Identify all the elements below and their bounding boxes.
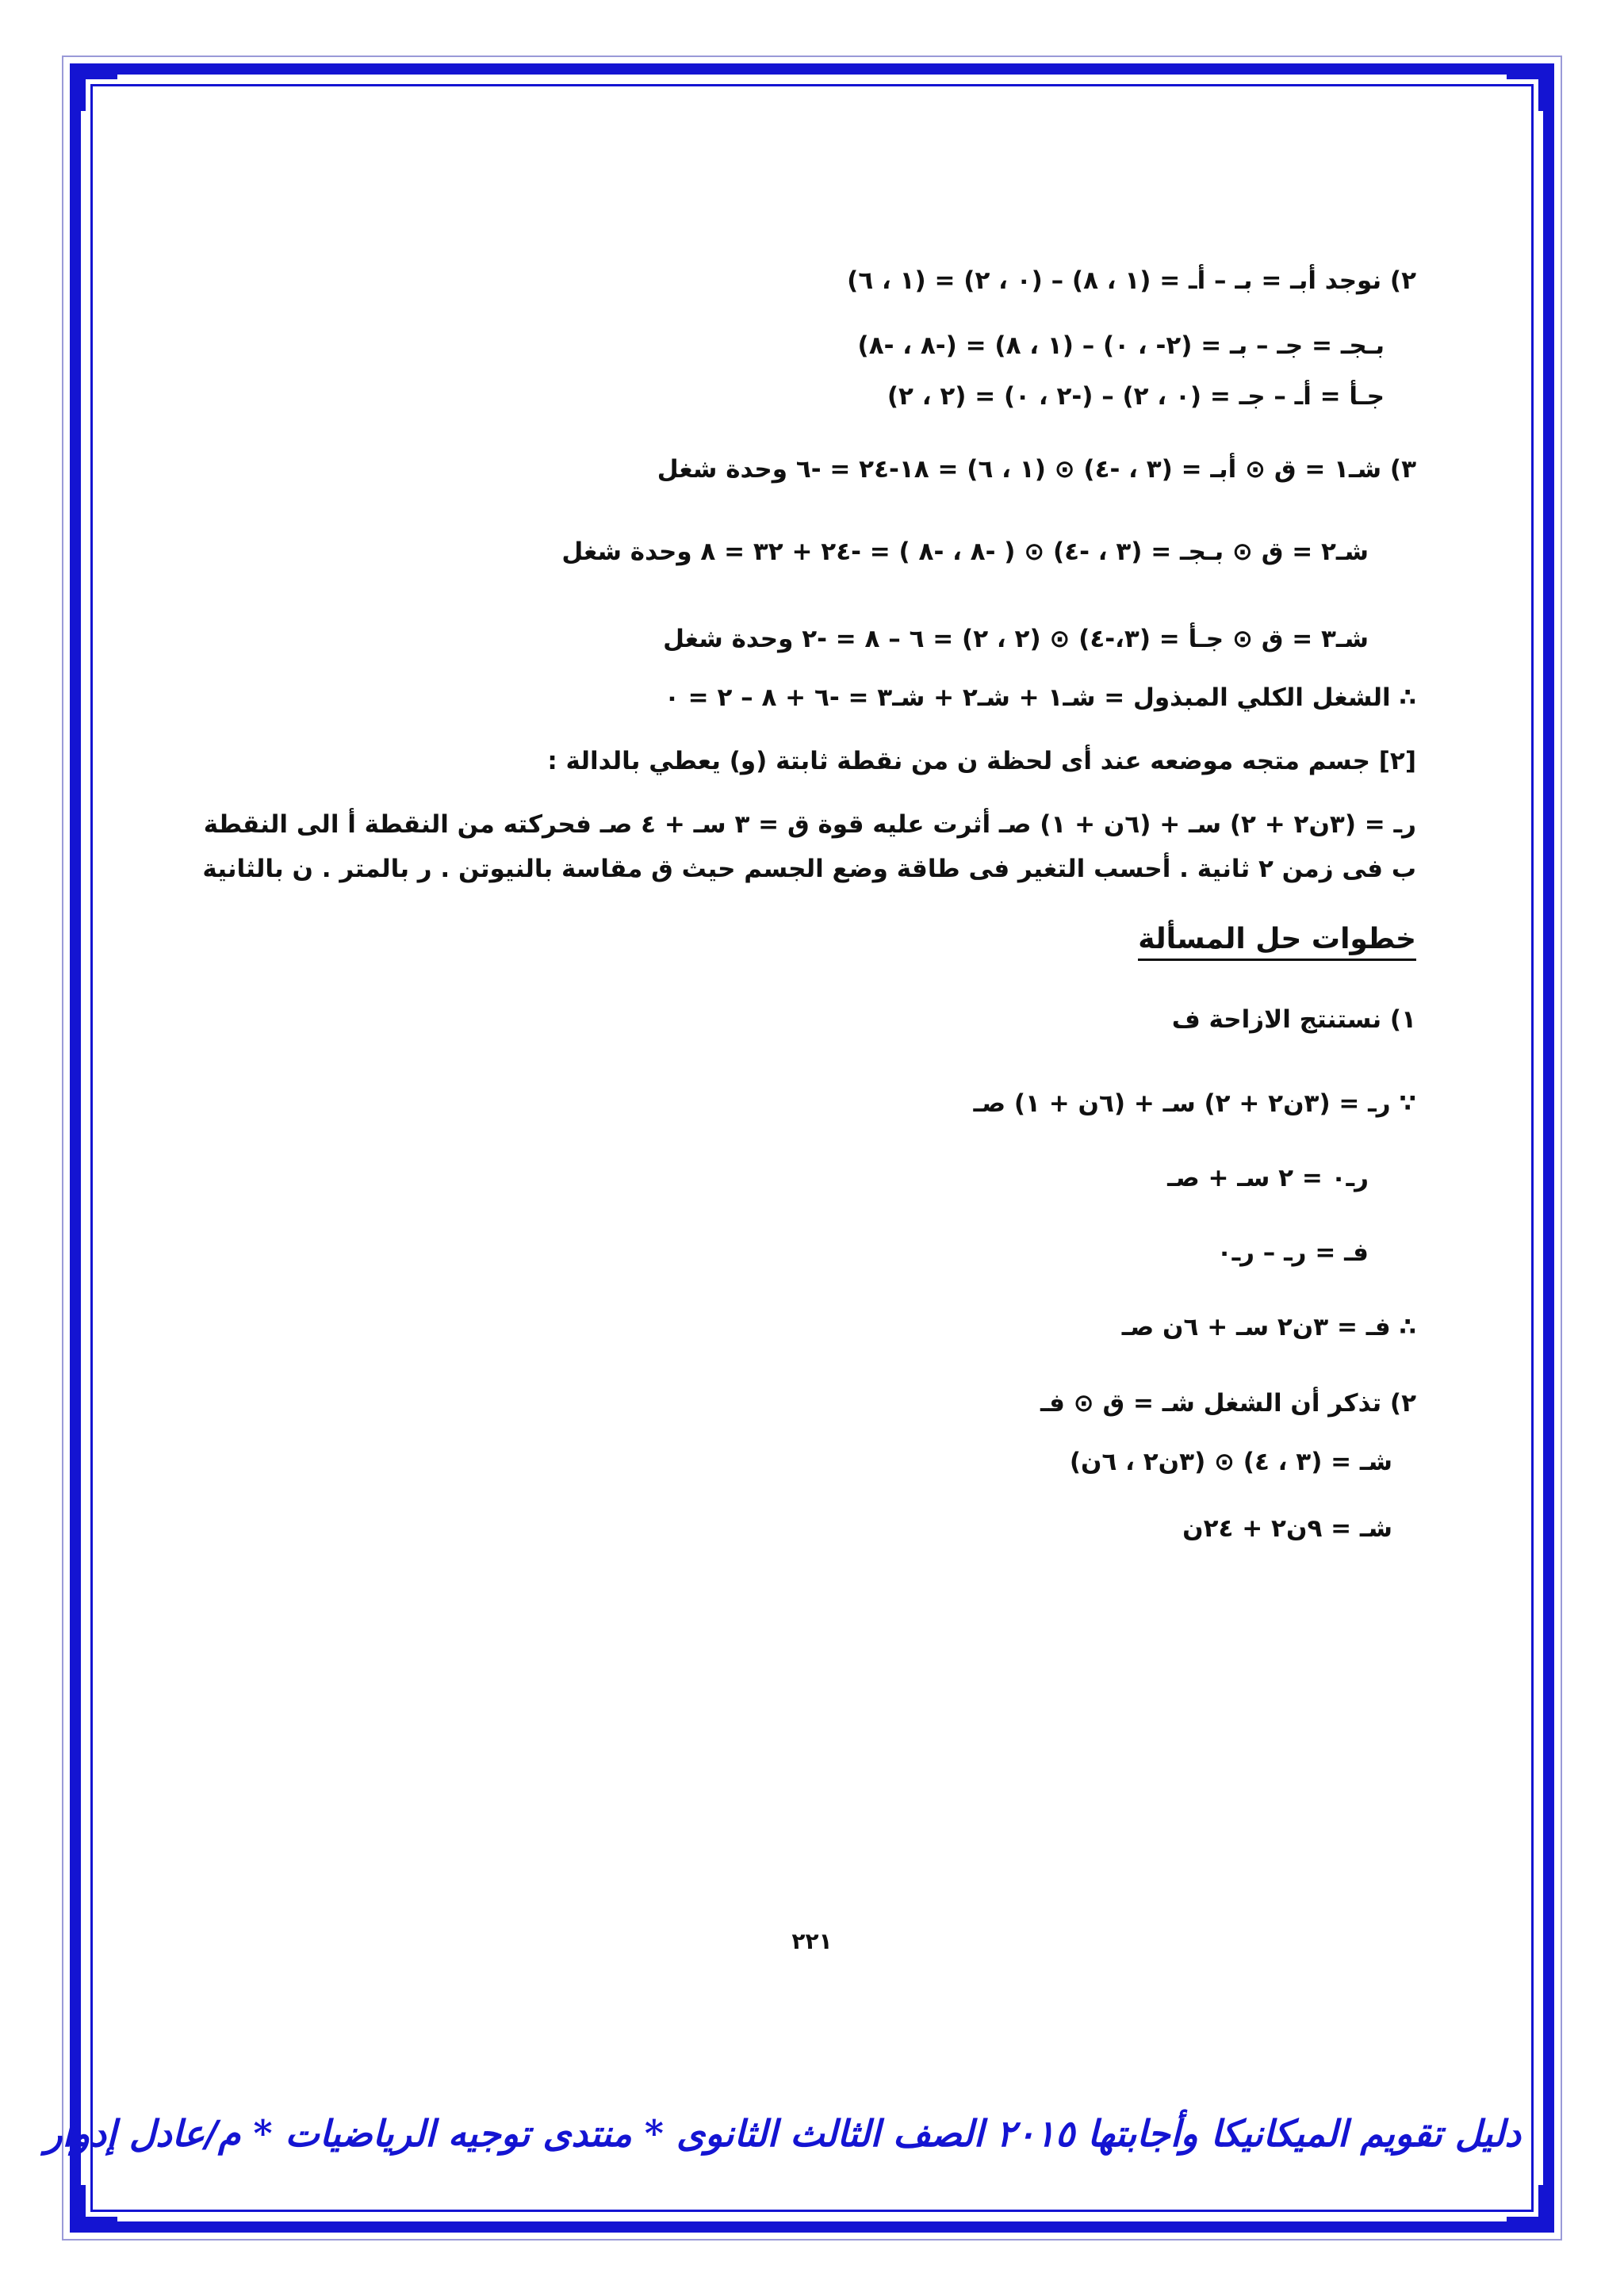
border-corner-bottom-right <box>1507 2185 1545 2223</box>
solution-step-2: ٢) تذكر أن الشغل شـ = ق ⊙ فـ <box>1040 1389 1416 1418</box>
solution-heading: خطوات حل المسألة <box>1138 923 1416 961</box>
total-work: ∴ الشغل الكلي المبذول = شـ١ + شـ٢ + شـ٣ = -٦ + ٨ – ٢ = ٠ <box>664 683 1416 712</box>
step-2-vector-ca: جـأ = أـ – جـ = (٠ ، ٢) – (-٢ ، ٠) = (٢ ، ٢) <box>887 382 1385 411</box>
solution-step-1: ١) نستنتج الازاحة ف <box>1171 1005 1416 1034</box>
problem-title: [٢] جسم متجه موضعه عند أى لحظة ن من نقطة ثابتة (و) يعطي بالدالة : <box>547 747 1416 775</box>
solution-displacement: ∴ فـ = ٣ن٢ سـ + ٦ن صـ <box>1121 1313 1416 1341</box>
border-corner-bottom-left <box>79 2185 117 2223</box>
solution-initial-position: رـ٠ = ٢ سـ + صـ <box>1167 1164 1369 1192</box>
problem-body: رـ = (٣ن٢ + ٢) سـ + (٦ن + ١) صـ أثرت عليه قوة ق = ٣ سـ + ٤ صـ فحركته من النقطة أ الى النقطة ب فى زمن ٢ ثانية . أحسب التغير فى طاقة وضع الجسم حيث ق مقاسة بالنيوتن . ر بالمتر . ن بالثانية <box>202 810 1416 883</box>
step-3-work-3: شـ٣ = ق ⊙ جـأ = (٣،-٤) ⊙ (٢ ، ٢) = ٦ – ٨ = -٢ وحدة شغل <box>663 625 1369 653</box>
page-content <box>179 263 1416 1546</box>
border-corner-top-right <box>1507 73 1545 111</box>
page-number: ٢٢١ <box>791 1928 833 1954</box>
step-2-vector-ab: ٢) نوجد أبـ = بـ – أـ = (١ ، ٨) – (٠ ، ٢) = (١ ، ٦) <box>847 266 1416 295</box>
footer-credit: دليل تقويم الميكانيكا وأجابتها ٢٠١٥ الصف الثالث الثانوى * منتدى توجيه الرياضيات * م/عادل إدوار <box>44 2112 1521 2155</box>
step-2-vector-bc: بـجـ = جـ – بـ = (٢- ، ٠) – (١ ، ٨) = (-٨ ، -٨) <box>857 331 1385 360</box>
solution-displacement-def: فـ = رـ – رـ٠ <box>1216 1238 1369 1267</box>
solution-work-result: شـ = ٩ن٢ + ٢٤ن <box>1182 1514 1392 1543</box>
solution-heading-wrap <box>179 923 1416 961</box>
solution-position-vector: ∵ رـ = (٣ن٢ + ٢) سـ + (٦ن + ١) صـ <box>973 1089 1416 1118</box>
step-3-work-1: ٣) شـ١ = ق ⊙ أبـ = (٣ ، -٤) ⊙ (١ ، ٦) = ١٨-٢٤ = -٦ وحدة شغل <box>657 455 1416 484</box>
solution-work-dot: شـ = (٣ ، ٤) ⊙ (٣ن٢ ، ٦ن) <box>1069 1448 1392 1476</box>
border-corner-top-left <box>79 73 117 111</box>
step-3-work-2: شـ٢ = ق ⊙ بـجـ = (٣ ، -٤) ⊙ ( -٨ ، -٨ ) = -٢٤ + ٣٢ = ٨ وحدة شغل <box>561 538 1369 566</box>
